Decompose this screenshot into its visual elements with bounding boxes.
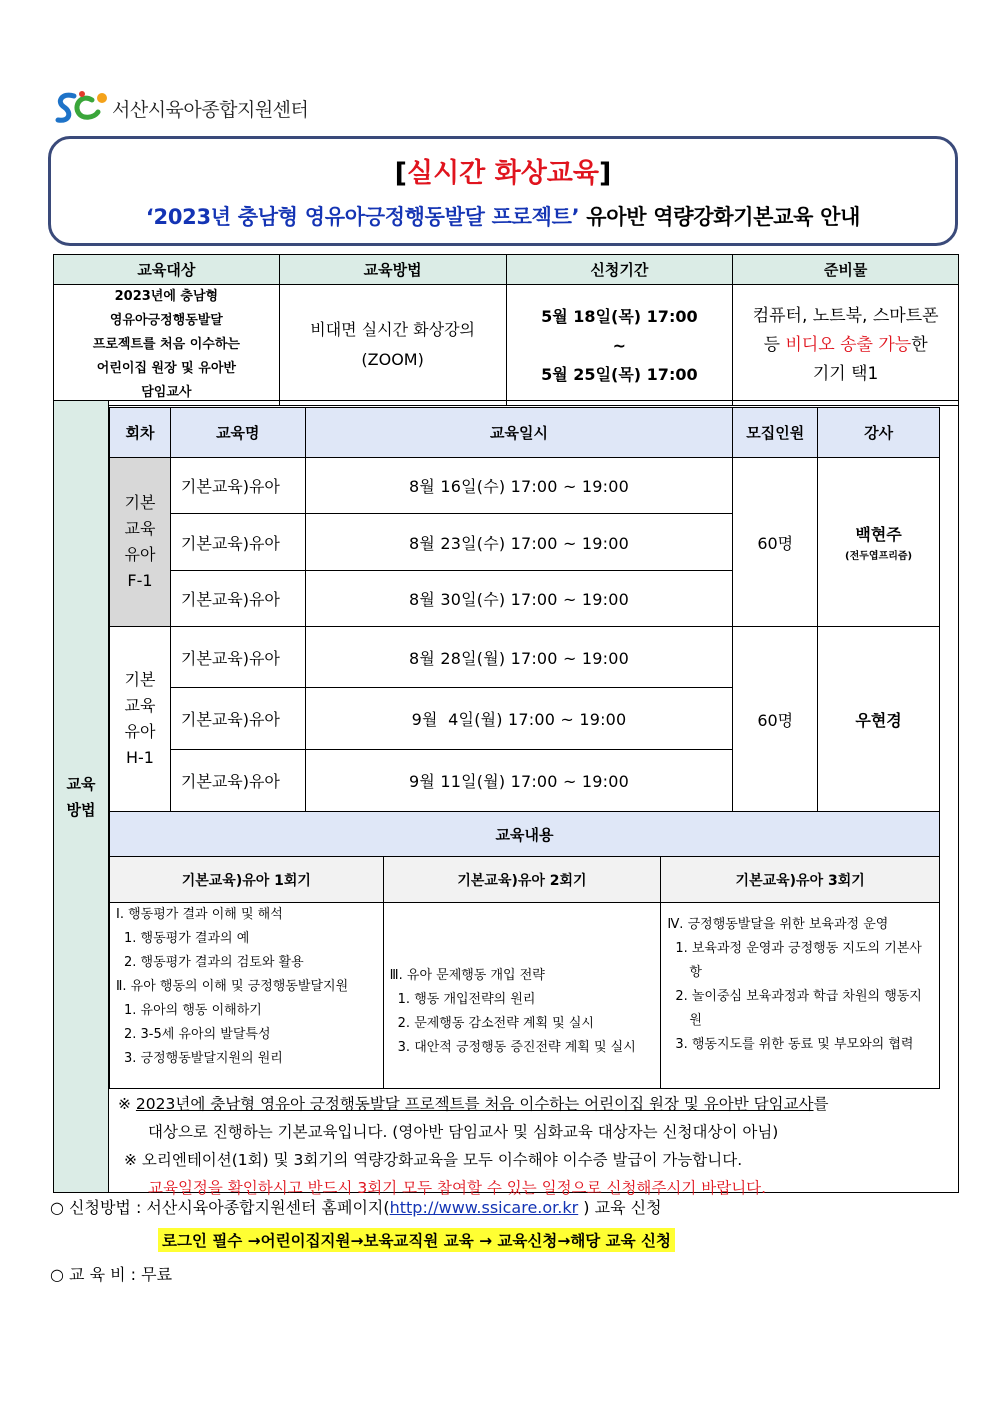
content-item: Ⅳ. 긍정행동발달을 위한 보육과정 운영 [667, 917, 889, 932]
session-line: H-1 [125, 748, 154, 767]
note-line-4: 교육일정을 확인하시고 반드시 3회기 모두 참여할 수 있는 일정으로 신청해주시기 바랍니다. [148, 1179, 767, 1197]
course-datetime: 8월 28일(월) 17:00 ~ 19:00 [305, 627, 733, 688]
sched-header-name: 교육명 [170, 408, 305, 458]
prep-highlight: 비디오 송출 가능 [785, 334, 912, 355]
title-bracket-open: [ [394, 158, 407, 189]
capacity: 60명 [733, 627, 818, 812]
content-item: 1. 보육과정 운영과 긍정행동 지도의 기본사항 [675, 941, 922, 980]
title-main-text: 실시간 화상교육 [407, 158, 599, 189]
course-datetime: 8월 16일(수) 17:00 ~ 19:00 [305, 458, 733, 514]
target-line: 영유아긍정행동발달 [109, 313, 223, 328]
course-name: 기본교육)유아 [170, 627, 305, 688]
course-datetime: 9월 11일(월) 17:00 ~ 19:00 [305, 750, 733, 812]
prep-text: 등 [763, 334, 786, 355]
teacher-org: (전두엽프리즘) [845, 551, 913, 562]
logo-text: 서산시육아종합지원센터 [112, 98, 309, 121]
content-item: Ⅲ. 유아 문제행동 개입 전략 [389, 967, 545, 983]
session-line: 교육 [124, 519, 156, 538]
content-session-1 [110, 903, 384, 1089]
content-col-header-1: 기본교육)유아 1회기 [110, 857, 384, 903]
info-table [53, 254, 959, 406]
content-item: 1. 행동평가 결과의 예 [124, 931, 250, 946]
capacity: 60명 [733, 458, 818, 627]
course-name: 기본교육)유아 [170, 514, 305, 571]
prep-line [733, 331, 958, 360]
fee: ○ 교 육 비 : 무료 [50, 1265, 173, 1284]
info-header-prep: 준비물 [733, 255, 959, 285]
period-end: 5월 25일(목) 17:00 [541, 364, 698, 384]
target-line: 어린이집 원장 및 유아반 [96, 361, 236, 376]
sched-header-capacity: 모집인원 [733, 408, 818, 458]
sched-header-datetime: 교육일시 [305, 408, 733, 458]
title-box [48, 136, 958, 246]
title-sub-blue: ‘2023년 충남형 영유아긍정행동발달 프로젝트’ [145, 205, 580, 229]
teacher [818, 627, 940, 812]
info-header-target: 교육대상 [54, 255, 280, 285]
schedule-table [109, 407, 940, 812]
side-label [53, 400, 109, 1193]
course-datetime: 8월 30일(수) 17:00 ~ 19:00 [305, 571, 733, 627]
content-item: 3. 대안적 긍정행동 증진전략 계획 및 실시 [397, 1039, 636, 1055]
content-col-header-3: 기본교육)유아 3회기 [661, 857, 940, 903]
content-session-2 [383, 903, 661, 1089]
content-item: 2. 3-5세 유아의 발달특성 [124, 1027, 271, 1042]
note-line-1 [118, 1090, 953, 1118]
course-datetime: 9월 4일(월) 17:00 ~ 19:00 [305, 688, 733, 750]
title-sub [51, 201, 955, 231]
course-name: 기본교육)유아 [170, 571, 305, 627]
content-item: 1. 행동 개입전략의 원리 [397, 991, 536, 1007]
title-bracket-close: ] [598, 158, 612, 189]
sched-header-session: 회차 [110, 408, 171, 458]
table-row [110, 458, 940, 514]
title-sub-black: 유아반 역량강화기본교육 안내 [579, 205, 861, 229]
teacher [818, 458, 940, 627]
session-f1 [110, 458, 171, 627]
target-line: 프로젝트를 처음 이수하는 [92, 337, 240, 352]
content-item: 2. 문제행동 감소전략 계획 및 실시 [397, 1015, 594, 1031]
apply-suffix: ) 교육 신청 [578, 1198, 662, 1217]
prep-line: 컴퓨터, 노트북, 스마트폰 [752, 305, 939, 326]
target-line: 2023년에 충남형 [114, 289, 219, 304]
content-table [109, 811, 940, 1089]
course-name: 기본교육)유아 [170, 750, 305, 812]
apply-path: 로그인 필수 →어린이집지원→보육교직원 교육 → 교육신청→해당 교육 신청 [158, 1228, 675, 1252]
content-session-3 [661, 903, 940, 1089]
note-underlined: 2023년에 충남형 영유아 긍정행동발달 프로젝트를 처음 이수하는 어린이집 원장 및 유아반 담임교사 [135, 1095, 814, 1113]
info-prep [733, 285, 959, 406]
info-target [54, 285, 280, 406]
prep-line: 기기 택1 [812, 363, 879, 384]
course-name: 기본교육)유아 [170, 458, 305, 514]
period-sep: ~ [612, 335, 627, 355]
side-label-line: 방법 [66, 800, 96, 819]
content-item: 2. 행동평가 결과의 검토와 활용 [124, 955, 304, 970]
content-item: Ⅱ. 유아 행동의 이해 및 긍정행동발달지원 [116, 979, 349, 994]
notes [118, 1090, 953, 1202]
content-item: 3. 행동지도를 위한 동료 및 부모와의 협력 [675, 1037, 914, 1052]
apply-prefix: ○ 신청방법 : 서산시육아종합지원센터 홈페이지( [50, 1198, 390, 1217]
course-name: 기본교육)유아 [170, 688, 305, 750]
session-line: F-1 [127, 571, 153, 590]
teacher-name: 우현경 [855, 710, 902, 730]
info-header-period: 신청기간 [506, 255, 733, 285]
info-method [279, 285, 506, 406]
sched-header-teacher: 강사 [818, 408, 940, 458]
content-header: 교육내용 [110, 812, 940, 857]
prep-text: 한 [911, 334, 928, 355]
note-line-3: ※ 오리엔테이션(1회) 및 3회기의 역량강화교육을 모두 이수해야 이수증 발급이 가능합니다. [124, 1151, 743, 1169]
period-start: 5월 18일(목) 17:00 [541, 306, 698, 326]
note-mark: ※ [118, 1095, 136, 1113]
info-period [506, 285, 733, 406]
course-datetime: 8월 23일(수) 17:00 ~ 19:00 [305, 514, 733, 571]
content-col-header-2: 기본교육)유아 2회기 [383, 857, 661, 903]
session-line: 교육 [124, 696, 156, 715]
content-item: Ⅰ. 행동평가 결과 이해 및 해석 [116, 907, 283, 922]
table-row [110, 627, 940, 688]
side-label-line: 교육 [66, 774, 96, 793]
session-h1 [110, 627, 171, 812]
content-item: 3. 긍정행동발달지원의 원리 [124, 1051, 283, 1066]
session-line: 유아 [124, 722, 156, 741]
content-item: 2. 놀이중심 보육과정과 학급 차원의 행동지원 [675, 989, 922, 1028]
session-line: 유아 [124, 545, 156, 564]
homepage-link[interactable]: http://www.ssicare.or.kr [389, 1198, 579, 1217]
title-main [51, 151, 955, 190]
logo-icon [52, 88, 110, 128]
content-item: 1. 유아의 행동 이해하기 [124, 1003, 262, 1018]
method-line: (ZOOM) [361, 350, 424, 369]
note-end: 를 [813, 1095, 829, 1113]
method-line: 비대면 실시간 화상강의 [310, 320, 475, 339]
teacher-name: 백현주 [855, 525, 902, 544]
session-line: 기본 [124, 493, 156, 512]
apply-method [50, 1195, 662, 1218]
logo [52, 88, 308, 128]
session-line: 기본 [124, 670, 156, 689]
target-line: 담임교사 [141, 385, 192, 400]
info-header-method: 교육방법 [279, 255, 506, 285]
note-line-2: 대상으로 진행하는 기본교육입니다. (영아반 담임교사 및 심화교육 대상자는 신청대상이 아님) [148, 1123, 779, 1141]
